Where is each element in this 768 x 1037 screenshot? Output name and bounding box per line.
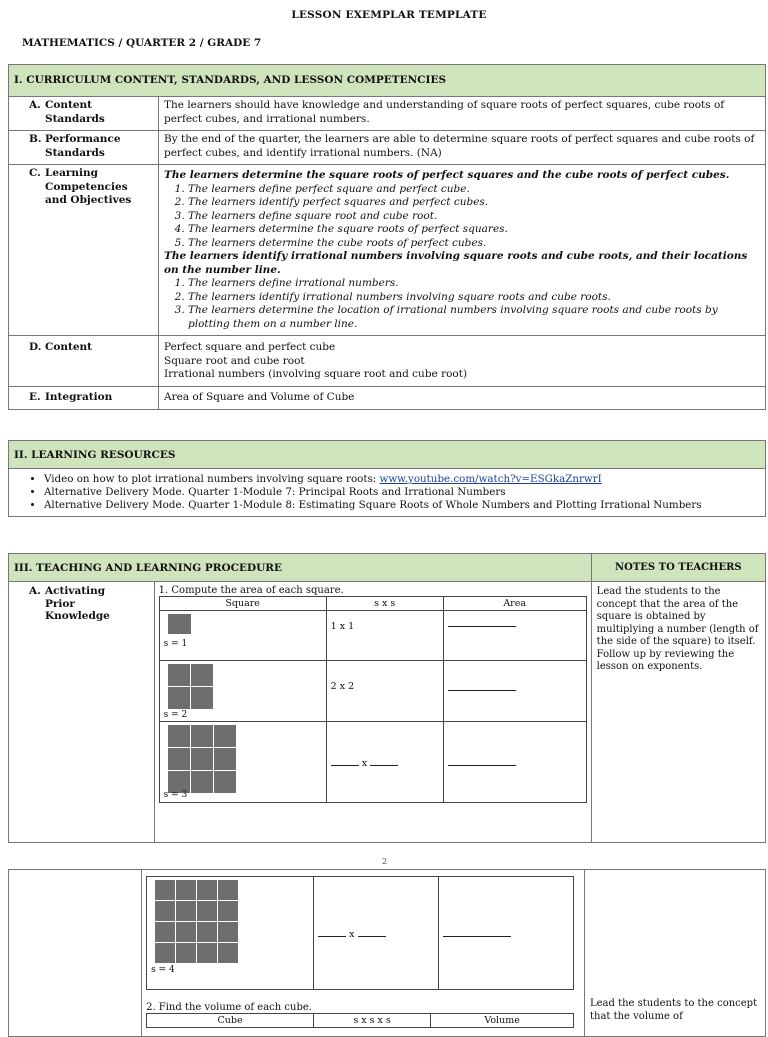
col-header-cube: Cube xyxy=(147,1014,314,1028)
unit-square xyxy=(168,687,190,709)
unit-square xyxy=(168,725,190,747)
competency-2: The learners identify irrational numbers involving square roots and cube roots, and their locations on the number line. xyxy=(164,250,748,276)
unit-square xyxy=(168,614,191,634)
unit-square xyxy=(214,748,236,770)
instruction-1: 1. Compute the area of each square. xyxy=(158,585,344,596)
unit-square xyxy=(197,922,217,942)
area-table xyxy=(159,596,587,803)
unit-square xyxy=(155,880,175,900)
section-1-heading: I. CURRICULUM CONTENT, STANDARDS, AND LESSON COMPETENCIES xyxy=(9,65,766,97)
square-cell-4: s = 4 xyxy=(147,877,314,990)
unit-square xyxy=(218,901,238,921)
objectives-list-1 xyxy=(164,183,760,251)
objective-item: 5. The learners determine the cube roots of perfect cubes. xyxy=(188,237,760,251)
content-line: Perfect square and perfect cube xyxy=(164,341,336,353)
note-area-concept: Lead the students to the concept that the area of the square is obtained by multiplying a number (length of the side of the square) to itself. Follow up by reviewing the lesson on exponents. xyxy=(591,582,765,843)
resources-cell xyxy=(9,469,766,517)
unit-square xyxy=(191,687,213,709)
content-standards-text: The learners should have knowledge and understanding of square roots of perfect squares, cube roots of perfect cubes, and irrational numbers. xyxy=(159,97,766,131)
objectives-list-2 xyxy=(164,277,760,331)
col-header-area: Area xyxy=(443,597,586,611)
objective-item: 2. The learners identify irrational numbers involving square roots and cube roots. xyxy=(188,291,760,305)
label-content-standards: A. Content Standards xyxy=(9,97,159,131)
unit-square xyxy=(218,880,238,900)
activity-cell xyxy=(154,582,591,843)
unit-square xyxy=(197,943,217,963)
competency-1: The learners determine the square roots of perfect squares and the cube roots of perfect cubes. xyxy=(164,169,730,181)
content-line: Irrational numbers (involving square root and cube root) xyxy=(164,368,468,380)
resource-item: • Alternative Delivery Mode. Quarter 1-Module 7: Principal Roots and Irrational Numbers xyxy=(44,486,760,499)
unit-square xyxy=(176,880,196,900)
square-cell-3: s = 3 xyxy=(159,722,326,803)
area-answer-3[interactable] xyxy=(443,722,586,803)
sxs-cell-4[interactable]: x xyxy=(314,877,439,990)
label-column-continued xyxy=(9,870,142,1037)
label-learning-competencies: C. Learning Competencies and Objectives xyxy=(9,165,159,336)
area-table-continued xyxy=(146,876,574,990)
objective-item: 1. The learners define irrational numbers. xyxy=(188,277,760,291)
procedure-table-continued xyxy=(8,869,766,1037)
page-number: 2 xyxy=(382,857,388,866)
subject-line: MATHEMATICS / QUARTER 2 / GRADE 7 xyxy=(22,37,262,49)
objective-item: 1. The learners define perfect square and perfect cube. xyxy=(188,183,760,197)
label-activating-prior-knowledge: A. Activating Prior Knowledge xyxy=(9,582,155,843)
unit-square xyxy=(168,748,190,770)
unit-square xyxy=(191,748,213,770)
resource-item: • Alternative Delivery Mode. Quarter 1-Module 8: Estimating Square Roots of Whole Numbers and Plotting Irrational Numbers xyxy=(44,499,760,512)
sxs-cell-1: 1 x 1 xyxy=(326,611,443,661)
unit-square xyxy=(197,901,217,921)
video-link[interactable]: www.youtube.com/watch?v=ESGkaZnrwrI xyxy=(379,473,602,485)
label-integration: E. Integration xyxy=(9,386,159,409)
area-answer-1[interactable] xyxy=(443,611,586,661)
resources-list xyxy=(14,473,760,512)
col-header-square: Square xyxy=(159,597,326,611)
sxs-cell-2: 2 x 2 xyxy=(326,661,443,722)
notes-heading: NOTES TO TEACHERS xyxy=(591,554,765,582)
performance-standards-text: By the end of the quarter, the learners are able to determine square roots of perfect squares and cube roots of perfect cubes, and identify irrational numbers. (NA) xyxy=(159,131,766,165)
resource-item: • Video on how to plot irrational numbers involving square roots: www.youtube.com/watch?v=ESGkaZnrwrI xyxy=(44,473,760,486)
unit-square xyxy=(155,922,175,942)
unit-square xyxy=(168,664,190,686)
unit-square xyxy=(191,664,213,686)
content-cell xyxy=(159,336,766,387)
activity-cell-continued xyxy=(142,870,585,1037)
content-line: Square root and cube root xyxy=(164,354,305,367)
objective-item: 4. The learners determine the square roots of perfect squares. xyxy=(188,223,760,237)
note-volume-concept: Lead the students to the concept that the volume of xyxy=(584,870,765,1037)
unit-square xyxy=(176,901,196,921)
unit-square xyxy=(214,771,236,793)
unit-square xyxy=(218,922,238,942)
learning-competencies-cell xyxy=(159,165,766,336)
unit-square xyxy=(214,725,236,747)
area-answer-2[interactable] xyxy=(443,661,586,722)
objective-item: 3. The learners determine the location of irrational numbers involving square roots and cube roots by plotting them on a number line. xyxy=(188,304,760,331)
unit-square xyxy=(218,943,238,963)
section-2-heading: II. LEARNING RESOURCES xyxy=(9,441,766,469)
area-answer-4[interactable] xyxy=(439,877,574,990)
unit-square xyxy=(191,771,213,793)
instruction-2: 2. Find the volume of each cube. xyxy=(146,1002,312,1013)
unit-square xyxy=(197,880,217,900)
curriculum-table xyxy=(8,64,766,410)
col-header-sxsxs: s x s x s xyxy=(314,1014,431,1028)
learning-resources-table xyxy=(8,440,766,517)
square-cell-2: s = 2 xyxy=(159,661,326,722)
unit-square xyxy=(176,943,196,963)
unit-square xyxy=(155,943,175,963)
section-3-heading: III. TEACHING AND LEARNING PROCEDURE xyxy=(9,554,592,582)
col-header-sxs: s x s xyxy=(326,597,443,611)
objective-item: 3. The learners define square root and cube root. xyxy=(188,210,760,224)
unit-square xyxy=(176,922,196,942)
sxs-cell-3[interactable]: x xyxy=(326,722,443,803)
label-performance-standards: B. Performance Standards xyxy=(9,131,159,165)
procedure-table xyxy=(8,553,766,843)
unit-square xyxy=(155,901,175,921)
square-cell-1: s = 1 xyxy=(159,611,326,661)
col-header-volume: Volume xyxy=(431,1014,574,1028)
label-content: D. Content xyxy=(9,336,159,387)
volume-table xyxy=(146,1013,574,1028)
unit-square xyxy=(191,725,213,747)
integration-text: Area of Square and Volume of Cube xyxy=(159,386,766,409)
objective-item: 2. The learners identify perfect squares and perfect cubes. xyxy=(188,196,760,210)
document-title: LESSON EXEMPLAR TEMPLATE xyxy=(291,9,487,21)
